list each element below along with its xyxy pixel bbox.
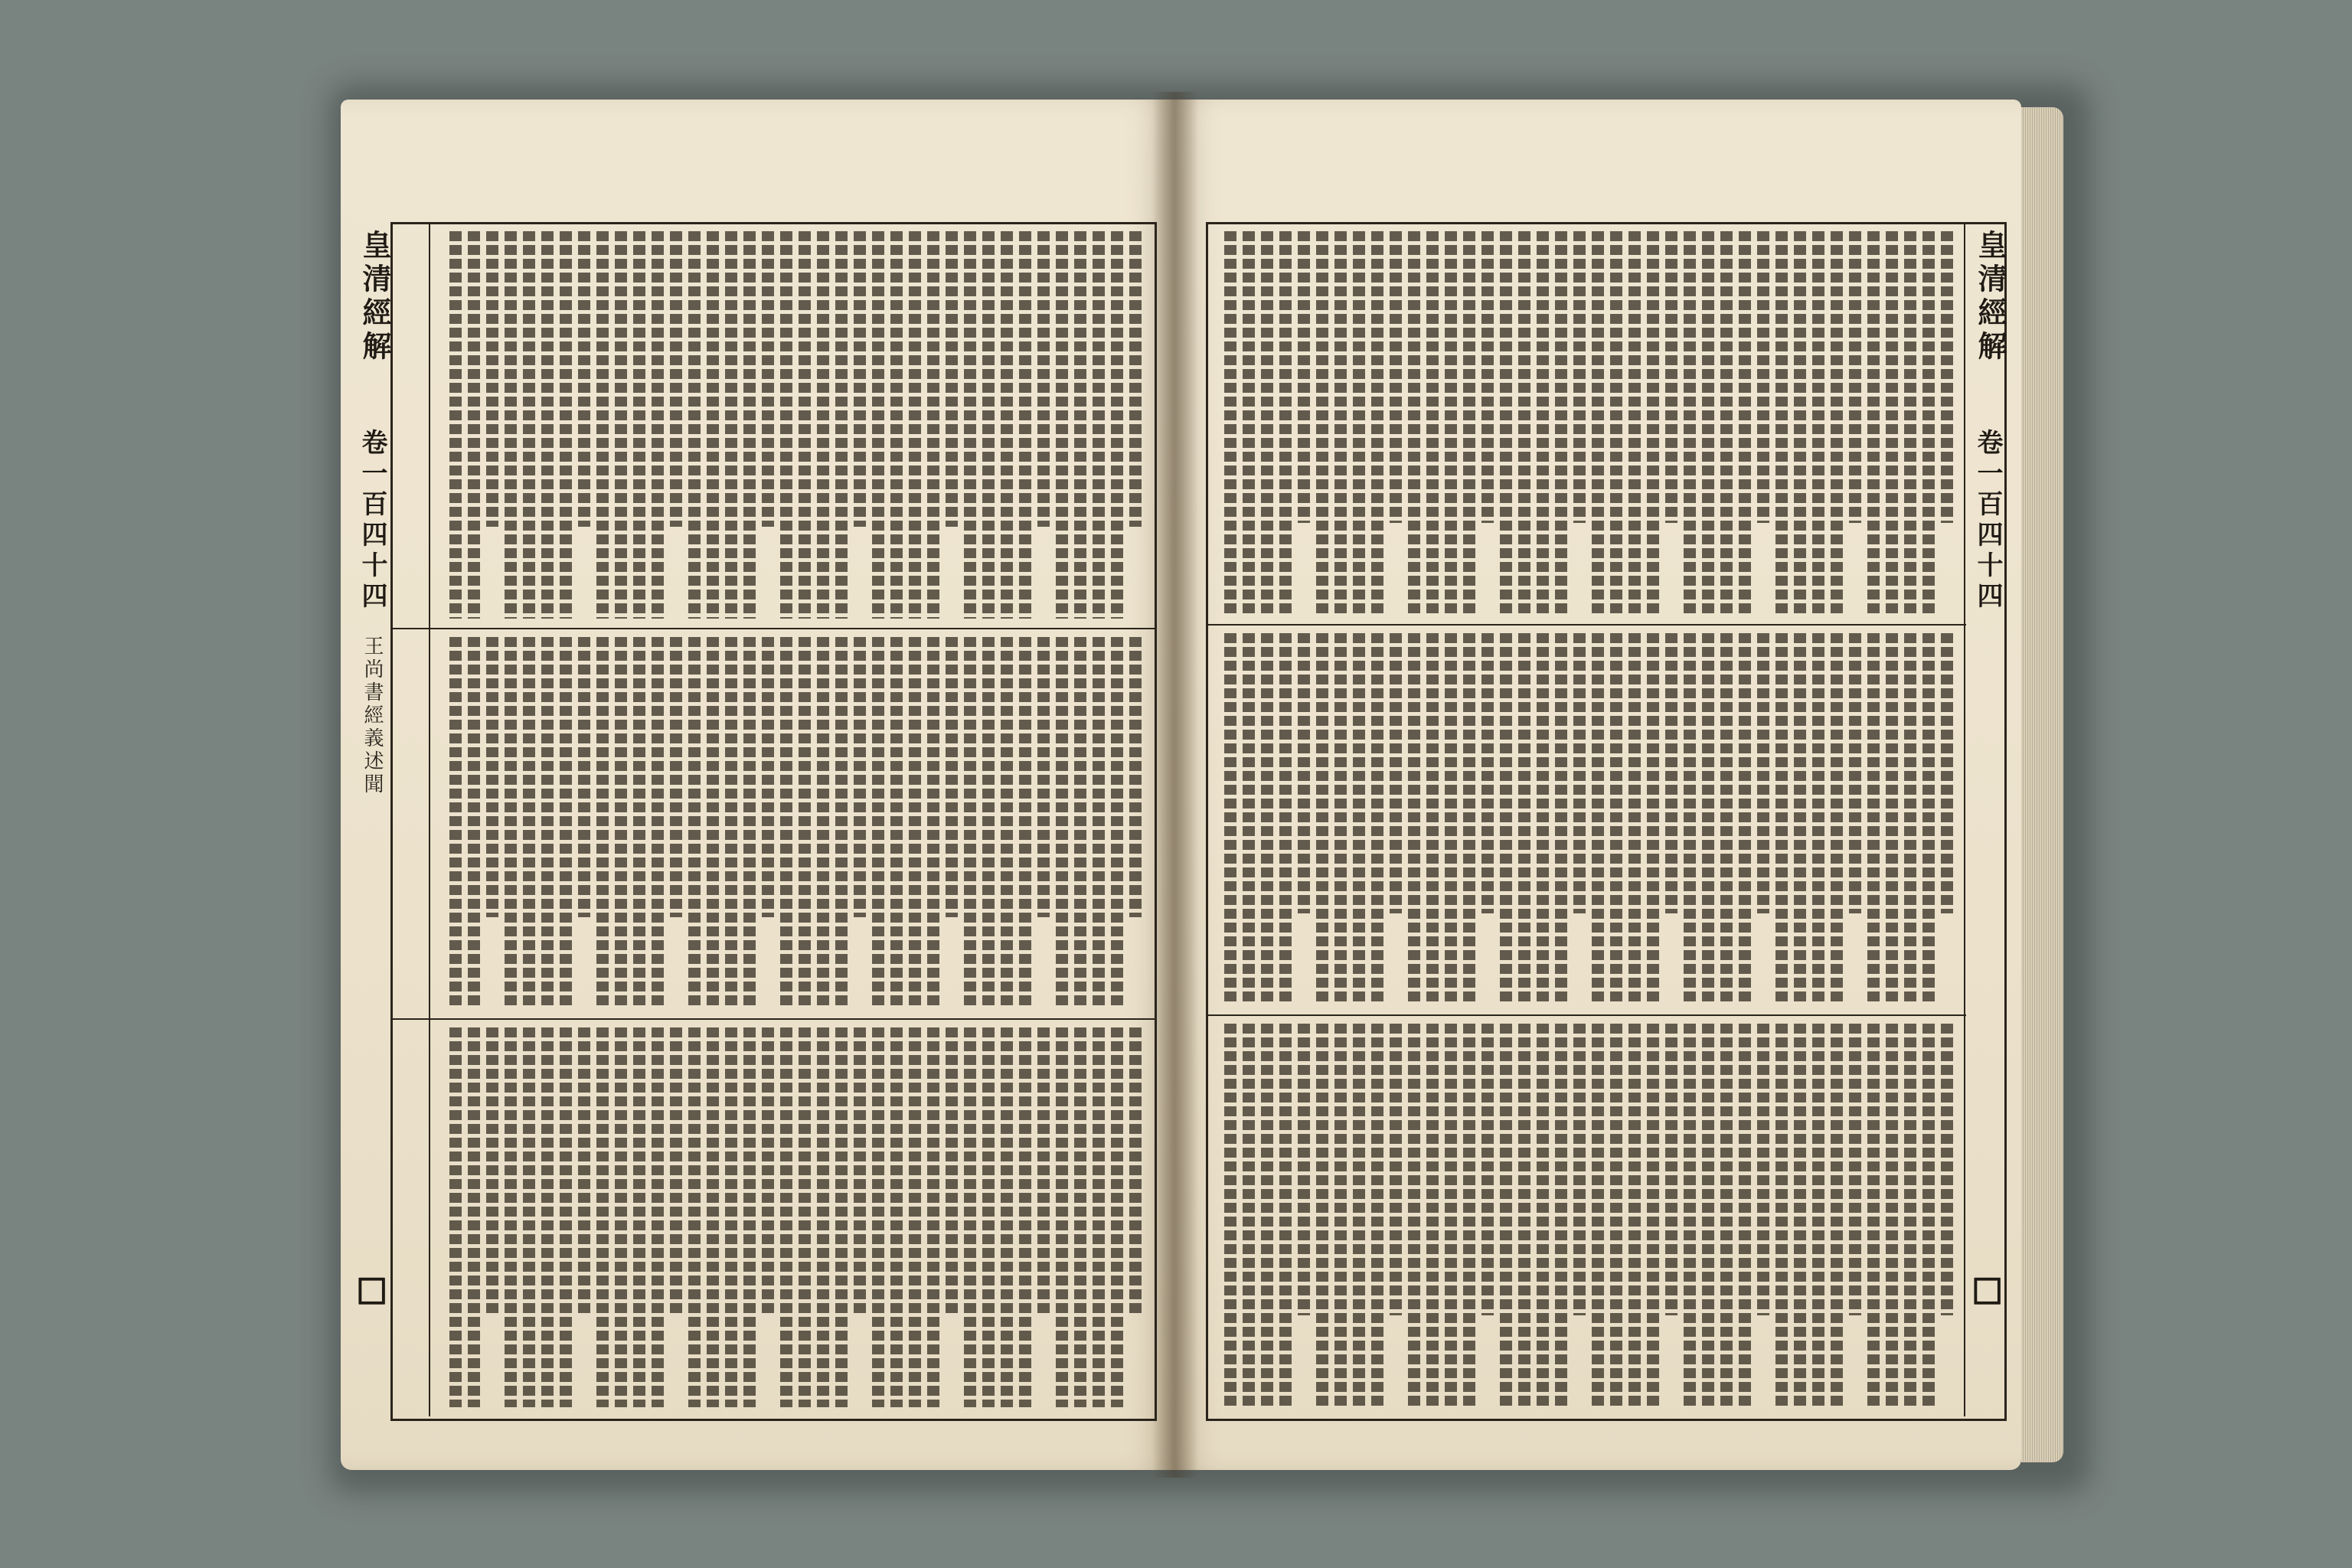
left-volume-marker: 卷一百四十四 (357, 429, 387, 612)
text-column (560, 231, 572, 619)
text-column (1261, 231, 1273, 615)
text-column (872, 231, 884, 619)
text-column (1886, 633, 1898, 1005)
text-column (762, 231, 774, 527)
text-column (1757, 231, 1769, 523)
text-column (633, 1027, 645, 1407)
text-column (1298, 1024, 1310, 1315)
text-column (1279, 231, 1292, 615)
text-column (872, 637, 884, 1009)
text-column (541, 637, 554, 1009)
text-column (909, 231, 921, 619)
text-column (1129, 1027, 1142, 1315)
text-column (909, 637, 921, 1009)
text-column (1334, 633, 1347, 1005)
text-column (1573, 231, 1586, 523)
text-column (1555, 633, 1567, 1005)
text-column (1056, 231, 1068, 619)
text-column (486, 637, 498, 917)
text-column (505, 231, 517, 619)
text-column (1408, 1024, 1420, 1407)
text-column (1481, 231, 1494, 523)
text-column (1243, 633, 1255, 1005)
text-column (633, 637, 645, 1009)
text-column (964, 231, 976, 619)
right-folio-glyph: ☐ (1971, 1271, 2004, 1312)
text-column (854, 1027, 866, 1315)
text-column (596, 637, 609, 1009)
text-column (1684, 231, 1696, 615)
text-column (890, 231, 903, 619)
text-column (1037, 637, 1050, 917)
text-column (1647, 633, 1659, 1005)
text-column (835, 637, 848, 1009)
text-column (486, 231, 498, 527)
text-column (982, 637, 995, 1009)
text-column (1610, 1024, 1622, 1407)
text-column (1886, 1024, 1898, 1407)
text-column (1794, 633, 1806, 1005)
text-column (817, 231, 829, 619)
text-column (725, 637, 737, 1009)
left-running-title: 皇清經解 (358, 230, 392, 364)
text-column (486, 1027, 498, 1315)
text-column (615, 1027, 627, 1407)
left-margin-rule (429, 222, 430, 1416)
text-column (1001, 637, 1013, 1009)
text-column (670, 637, 682, 917)
text-column (780, 1027, 792, 1407)
text-column (1794, 1024, 1806, 1407)
text-column (1720, 633, 1733, 1005)
text-column (890, 637, 903, 1009)
text-column (1316, 231, 1328, 615)
text-column (1739, 633, 1751, 1005)
text-column (1665, 633, 1677, 913)
text-column (927, 1027, 939, 1407)
text-column (652, 231, 664, 619)
left-register-rule-1 (390, 628, 1155, 629)
text-column (799, 231, 811, 619)
text-column (1684, 633, 1696, 1005)
text-column (854, 637, 866, 917)
text-column (1592, 1024, 1604, 1407)
text-column (449, 1027, 462, 1407)
text-column (1647, 1024, 1659, 1407)
text-column (670, 1027, 682, 1315)
text-column (1224, 633, 1236, 1005)
text-column (1279, 633, 1292, 1005)
text-column (1867, 231, 1880, 615)
text-column (560, 637, 572, 1009)
text-column (835, 231, 848, 619)
text-column (1093, 1027, 1105, 1407)
text-column (1371, 633, 1383, 1005)
text-column (762, 1027, 774, 1315)
right-register-rule-1 (1206, 624, 1966, 626)
text-column (1371, 231, 1383, 615)
text-column (1001, 231, 1013, 619)
text-column (523, 231, 535, 619)
text-column (1941, 1024, 1953, 1315)
text-column (1684, 1024, 1696, 1407)
text-column (1904, 231, 1916, 615)
text-column (1316, 1024, 1328, 1407)
text-column (1019, 231, 1031, 619)
text-column (1537, 1024, 1549, 1407)
text-column (725, 231, 737, 619)
text-column (1243, 231, 1255, 615)
text-column (1757, 1024, 1769, 1315)
text-column (1720, 1024, 1733, 1407)
text-column (927, 637, 939, 1009)
text-column (1481, 1024, 1494, 1315)
text-column (1537, 231, 1549, 615)
text-column (1555, 231, 1567, 615)
text-column (707, 1027, 719, 1407)
text-column (1831, 1024, 1843, 1407)
text-column (1353, 231, 1365, 615)
text-column (1886, 231, 1898, 615)
text-column (1408, 633, 1420, 1005)
text-column (1129, 231, 1142, 527)
text-column (468, 231, 480, 619)
text-column (1334, 231, 1347, 615)
text-column (1904, 1024, 1916, 1407)
text-column (596, 1027, 609, 1407)
text-column (1056, 1027, 1068, 1407)
text-column (615, 231, 627, 619)
text-column (1573, 633, 1586, 913)
text-column (578, 1027, 590, 1315)
text-column (1702, 633, 1714, 1005)
text-column (946, 1027, 958, 1315)
text-column (1371, 1024, 1383, 1407)
text-column (1757, 633, 1769, 913)
text-column (817, 637, 829, 1009)
text-column (1074, 231, 1086, 619)
text-column (1573, 1024, 1586, 1315)
text-column (1922, 633, 1935, 1005)
text-column (1426, 633, 1439, 1005)
text-column (449, 231, 462, 619)
text-column (1518, 633, 1530, 1005)
text-column (1518, 1024, 1530, 1407)
text-column (946, 637, 958, 917)
text-column (688, 637, 701, 1009)
page-edges (2021, 107, 2063, 1462)
text-column (707, 637, 719, 1009)
text-column (1037, 1027, 1050, 1315)
text-column (1001, 1027, 1013, 1407)
text-column (468, 637, 480, 1009)
text-column (1316, 633, 1328, 1005)
text-column (799, 1027, 811, 1407)
text-column (468, 1027, 480, 1407)
text-column (596, 231, 609, 619)
text-column (1056, 637, 1068, 1009)
text-column (1500, 633, 1512, 1005)
text-column (1812, 1024, 1824, 1407)
text-column (780, 231, 792, 619)
text-column (1628, 633, 1641, 1005)
text-column (1390, 231, 1402, 523)
text-column (1224, 231, 1236, 615)
text-column (1334, 1024, 1347, 1407)
text-column (799, 637, 811, 1009)
text-column (1463, 633, 1475, 1005)
book-spine (1152, 92, 1198, 1478)
text-column (1019, 1027, 1031, 1407)
text-column (1037, 231, 1050, 527)
text-column (982, 1027, 995, 1407)
text-column (1111, 637, 1123, 1009)
text-column (1831, 633, 1843, 1005)
text-column (1739, 231, 1751, 615)
right-running-title: 皇清經解 (1973, 230, 2007, 364)
text-column (1720, 231, 1733, 615)
text-column (725, 1027, 737, 1407)
text-column (1261, 1024, 1273, 1407)
text-column (1867, 633, 1880, 1005)
text-column (541, 231, 554, 619)
text-column (1298, 633, 1310, 913)
text-column (1093, 637, 1105, 1009)
text-column (1592, 633, 1604, 1005)
text-column (964, 1027, 976, 1407)
text-column (1849, 633, 1861, 913)
text-column (1922, 231, 1935, 615)
text-column (909, 1027, 921, 1407)
text-column (1775, 1024, 1788, 1407)
text-column (927, 231, 939, 619)
text-column (1628, 231, 1641, 615)
text-column (1500, 1024, 1512, 1407)
text-column (1408, 231, 1420, 615)
text-column (1426, 1024, 1439, 1407)
text-column (1610, 231, 1622, 615)
text-column (707, 231, 719, 619)
text-column (1794, 231, 1806, 615)
text-column (890, 1027, 903, 1407)
left-folio-glyph: ☐ (356, 1271, 388, 1312)
text-column (982, 231, 995, 619)
text-column (688, 1027, 701, 1407)
text-column (1111, 1027, 1123, 1407)
text-column (1463, 1024, 1475, 1407)
text-column (1812, 231, 1824, 615)
text-column (762, 637, 774, 917)
text-column (541, 1027, 554, 1407)
text-column (652, 1027, 664, 1407)
text-column (1849, 1024, 1861, 1315)
text-column (946, 231, 958, 527)
text-column (1537, 633, 1549, 1005)
text-column (835, 1027, 848, 1407)
text-column (1353, 1024, 1365, 1407)
text-column (1426, 231, 1439, 615)
text-column (1129, 637, 1142, 917)
text-column (1261, 633, 1273, 1005)
text-column (854, 231, 866, 527)
text-column (505, 1027, 517, 1407)
text-column (1867, 1024, 1880, 1407)
text-column (1647, 231, 1659, 615)
text-column (1353, 633, 1365, 1005)
left-register-rule-2 (390, 1018, 1155, 1020)
text-column (652, 637, 664, 1009)
text-column (1665, 1024, 1677, 1315)
text-column (964, 637, 976, 1009)
text-column (743, 637, 756, 1009)
text-column (1592, 231, 1604, 615)
text-column (817, 1027, 829, 1407)
text-column (872, 1027, 884, 1407)
text-column (578, 637, 590, 917)
text-column (1390, 633, 1402, 913)
text-column (505, 637, 517, 1009)
text-column (780, 637, 792, 1009)
text-column (449, 637, 462, 1009)
text-column (1941, 633, 1953, 913)
text-column (1445, 633, 1457, 1005)
text-column (1390, 1024, 1402, 1315)
text-column (1628, 1024, 1641, 1407)
text-column (523, 1027, 535, 1407)
text-column (670, 231, 682, 527)
text-column (1831, 231, 1843, 615)
text-column (1555, 1024, 1567, 1407)
text-column (1074, 1027, 1086, 1407)
text-column (743, 231, 756, 619)
text-column (1279, 1024, 1292, 1407)
text-column (1093, 231, 1105, 619)
text-column (1074, 637, 1086, 1009)
text-column (1849, 231, 1861, 523)
text-column (1775, 231, 1788, 615)
text-column (1019, 637, 1031, 1009)
text-column (1610, 633, 1622, 1005)
text-column (1941, 231, 1953, 523)
left-author-note: 王尚書經義述聞 (361, 635, 384, 796)
text-column (1904, 633, 1916, 1005)
text-column (1481, 633, 1494, 913)
text-column (1775, 633, 1788, 1005)
text-column (1702, 231, 1714, 615)
text-column (743, 1027, 756, 1407)
text-column (688, 231, 701, 619)
text-column (1702, 1024, 1714, 1407)
right-register-rule-2 (1206, 1014, 1966, 1016)
text-column (1518, 231, 1530, 615)
text-column (615, 637, 627, 1009)
text-column (1445, 231, 1457, 615)
text-column (1922, 1024, 1935, 1407)
text-column (560, 1027, 572, 1407)
text-column (1298, 231, 1310, 523)
text-column (633, 231, 645, 619)
right-volume-marker: 卷一百四十四 (1972, 429, 2003, 612)
text-column (523, 637, 535, 1009)
text-column (1463, 231, 1475, 615)
text-column (1111, 231, 1123, 619)
text-column (1243, 1024, 1255, 1407)
text-column (1812, 633, 1824, 1005)
text-column (578, 231, 590, 527)
text-column (1739, 1024, 1751, 1407)
text-column (1665, 231, 1677, 523)
text-column (1500, 231, 1512, 615)
text-column (1445, 1024, 1457, 1407)
text-column (1224, 1024, 1236, 1407)
right-margin-rule (1964, 222, 1965, 1416)
